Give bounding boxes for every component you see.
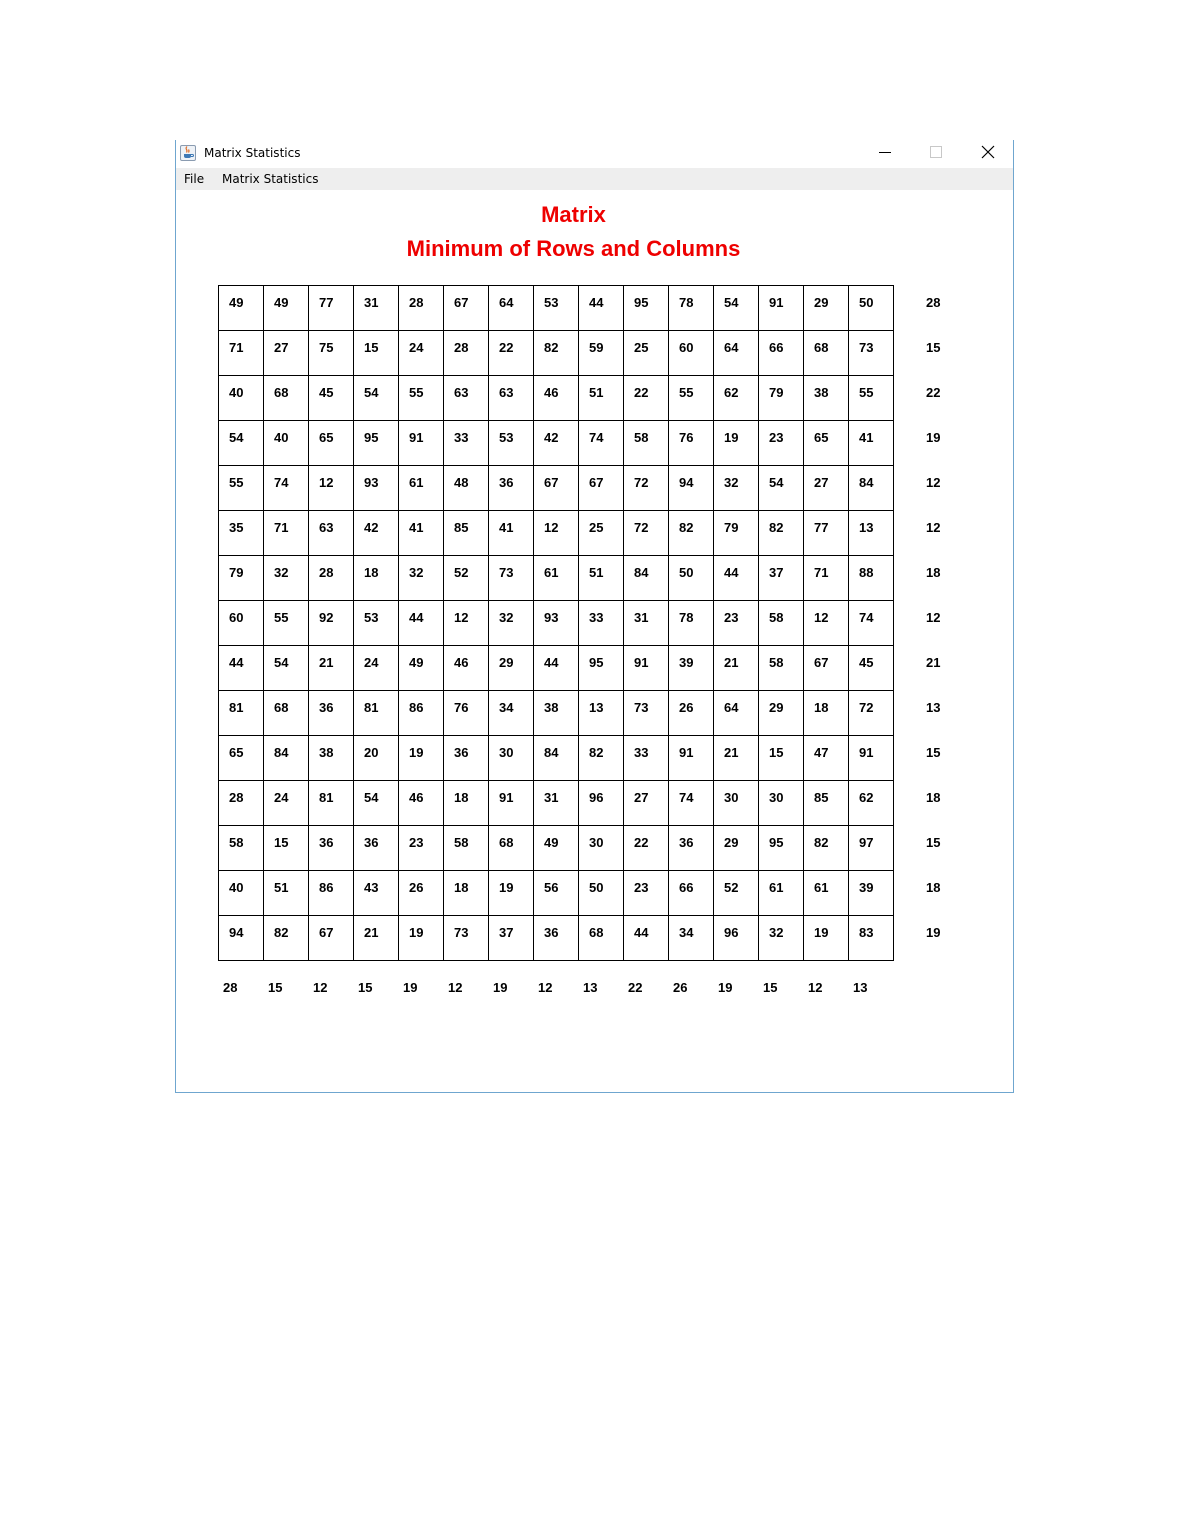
matrix-cell: 27: [804, 466, 849, 511]
matrix-cell: 79: [219, 556, 264, 601]
matrix-cell: 40: [264, 421, 309, 466]
matrix-cell: 71: [264, 511, 309, 556]
column-minimum: 13: [583, 980, 598, 995]
matrix-cell: 83: [849, 916, 894, 961]
matrix-cell: 19: [399, 736, 444, 781]
matrix-cell: 46: [444, 646, 489, 691]
matrix-cell: 22: [624, 826, 669, 871]
matrix-cell: 53: [354, 601, 399, 646]
matrix-cell: 30: [489, 736, 534, 781]
matrix-cell: 38: [534, 691, 579, 736]
matrix-cell: 44: [534, 646, 579, 691]
row-minimums: [926, 286, 966, 961]
menu-bar: [176, 168, 1013, 190]
matrix-cell: 54: [264, 646, 309, 691]
matrix-cell: 74: [579, 421, 624, 466]
matrix-cell: 55: [264, 601, 309, 646]
matrix-cell: 50: [849, 286, 894, 331]
matrix-cell: 59: [579, 331, 624, 376]
matrix-cell: 12: [534, 511, 579, 556]
matrix-cell: 49: [219, 286, 264, 331]
matrix-cell: 51: [264, 871, 309, 916]
drawing-panel: [176, 190, 1013, 1092]
matrix-cell: 86: [399, 691, 444, 736]
matrix-cell: 44: [399, 601, 444, 646]
matrix-cell: 54: [219, 421, 264, 466]
matrix-cell: 82: [579, 736, 624, 781]
matrix-cell: 74: [849, 601, 894, 646]
matrix-cell: 21: [714, 646, 759, 691]
matrix-cell: 73: [849, 331, 894, 376]
matrix-cell: 19: [399, 916, 444, 961]
matrix-cell: 25: [579, 511, 624, 556]
matrix-cell: 84: [849, 466, 894, 511]
matrix-cell: 23: [759, 421, 804, 466]
matrix-cell: 76: [669, 421, 714, 466]
column-minimum: 12: [448, 980, 463, 995]
matrix-cell: 18: [444, 871, 489, 916]
matrix-cell: 12: [309, 466, 354, 511]
matrix-cell: 71: [219, 331, 264, 376]
row-minimum: 12: [926, 520, 941, 535]
java-cup-icon: [180, 145, 196, 161]
matrix-cell: 19: [489, 871, 534, 916]
column-minimum: 12: [808, 980, 823, 995]
matrix-cell: 95: [579, 646, 624, 691]
matrix-cell: 54: [354, 781, 399, 826]
matrix-cell: 74: [264, 466, 309, 511]
column-minimum: 13: [853, 980, 868, 995]
matrix-cell: 79: [759, 376, 804, 421]
row-minimum: 13: [926, 700, 941, 715]
matrix-cell: 27: [624, 781, 669, 826]
matrix-cell: 58: [759, 601, 804, 646]
row-minimum: 18: [926, 880, 941, 895]
row-minimum: 22: [926, 385, 941, 400]
matrix-cell: 68: [489, 826, 534, 871]
matrix-cell: 73: [624, 691, 669, 736]
column-minimum: 15: [358, 980, 373, 995]
matrix-cell: 24: [354, 646, 399, 691]
matrix-cell: 30: [759, 781, 804, 826]
matrix-cell: 76: [444, 691, 489, 736]
matrix-cell: 61: [759, 871, 804, 916]
matrix-cell: 36: [354, 826, 399, 871]
row-minimum: 18: [926, 790, 941, 805]
matrix-cell: 92: [309, 601, 354, 646]
matrix-cell: 47: [804, 736, 849, 781]
matrix-cell: 13: [849, 511, 894, 556]
matrix-cell: 58: [219, 826, 264, 871]
matrix-cell: 31: [624, 601, 669, 646]
matrix-cell: 50: [579, 871, 624, 916]
matrix-cell: 55: [399, 376, 444, 421]
matrix-cell: 64: [714, 691, 759, 736]
matrix-cell: 24: [264, 781, 309, 826]
matrix-cell: 86: [309, 871, 354, 916]
matrix-cell: 21: [309, 646, 354, 691]
matrix-cell: 12: [444, 601, 489, 646]
matrix-cell: 29: [489, 646, 534, 691]
column-minimum: 28: [223, 980, 238, 995]
matrix-cell: 74: [669, 781, 714, 826]
matrix-cell: 37: [489, 916, 534, 961]
matrix-cell: 15: [354, 331, 399, 376]
matrix-cell: 45: [309, 376, 354, 421]
matrix-cell: 91: [759, 286, 804, 331]
matrix-cell: 78: [669, 286, 714, 331]
window-title: Matrix Statistics: [204, 146, 301, 160]
row-minimum: 19: [926, 430, 941, 445]
matrix-cell: 55: [219, 466, 264, 511]
matrix-cell: 31: [534, 781, 579, 826]
matrix-cell: 40: [219, 871, 264, 916]
row-minimum: 12: [926, 610, 941, 625]
matrix-cell: 95: [759, 826, 804, 871]
column-minimum: 12: [538, 980, 553, 995]
matrix-cell: 78: [669, 601, 714, 646]
row-minimum: 19: [926, 925, 941, 940]
matrix-cell: 18: [354, 556, 399, 601]
column-minimums: [223, 980, 898, 995]
matrix-cell: 52: [714, 871, 759, 916]
matrix-cell: 23: [399, 826, 444, 871]
matrix-cell: 30: [579, 826, 624, 871]
matrix-cell: 95: [354, 421, 399, 466]
matrix-cell: 18: [804, 691, 849, 736]
matrix-cell: 36: [534, 916, 579, 961]
matrix-cell: 44: [579, 286, 624, 331]
matrix-cell: 54: [759, 466, 804, 511]
matrix-cell: 41: [399, 511, 444, 556]
matrix-cell: 82: [759, 511, 804, 556]
matrix-cell: 29: [714, 826, 759, 871]
matrix-cell: 32: [759, 916, 804, 961]
matrix-cell: 56: [534, 871, 579, 916]
matrix-cell: 41: [849, 421, 894, 466]
matrix-cell: 36: [669, 826, 714, 871]
matrix-cell: 64: [714, 331, 759, 376]
matrix-cell: 71: [804, 556, 849, 601]
matrix-cell: 41: [489, 511, 534, 556]
matrix-cell: 49: [534, 826, 579, 871]
matrix-cell: 91: [624, 646, 669, 691]
column-minimum: 15: [763, 980, 778, 995]
matrix-cell: 25: [624, 331, 669, 376]
matrix-cell: 28: [399, 286, 444, 331]
matrix-cell: 67: [309, 916, 354, 961]
matrix-cell: 77: [309, 286, 354, 331]
matrix-cell: 91: [399, 421, 444, 466]
matrix-cell: 30: [714, 781, 759, 826]
matrix-cell: 82: [264, 916, 309, 961]
page-title: Matrix: [541, 202, 606, 227]
matrix-cell: 97: [849, 826, 894, 871]
matrix-cell: 85: [804, 781, 849, 826]
matrix-cell: 81: [219, 691, 264, 736]
matrix-cell: 67: [534, 466, 579, 511]
matrix-cell: 84: [264, 736, 309, 781]
matrix-cell: 15: [759, 736, 804, 781]
matrix-cell: 60: [219, 601, 264, 646]
matrix-cell: 51: [579, 556, 624, 601]
matrix-cell: 94: [669, 466, 714, 511]
matrix-cell: 84: [534, 736, 579, 781]
matrix-cell: 64: [489, 286, 534, 331]
column-minimum: 15: [268, 980, 283, 995]
close-icon: [981, 145, 995, 164]
matrix-cell: 36: [444, 736, 489, 781]
matrix-cell: 66: [669, 871, 714, 916]
matrix-cell: 75: [309, 331, 354, 376]
matrix-cell: 20: [354, 736, 399, 781]
matrix-cell: 63: [444, 376, 489, 421]
matrix-cell: 21: [714, 736, 759, 781]
matrix-cell: 28: [309, 556, 354, 601]
matrix-cell: 39: [669, 646, 714, 691]
matrix-cell: 81: [354, 691, 399, 736]
row-minimum: 15: [926, 835, 941, 850]
matrix-cell: 32: [264, 556, 309, 601]
matrix-cell: 62: [714, 376, 759, 421]
matrix-cell: 22: [489, 331, 534, 376]
matrix-cell: 65: [309, 421, 354, 466]
matrix-cell: 54: [714, 286, 759, 331]
matrix-cell: 63: [489, 376, 534, 421]
matrix-cell: 38: [309, 736, 354, 781]
matrix-cell: 23: [714, 601, 759, 646]
matrix-cell: 72: [849, 691, 894, 736]
row-minimum: 21: [926, 655, 941, 670]
matrix-cell: 34: [669, 916, 714, 961]
row-minimum: 15: [926, 745, 941, 760]
matrix-cell: 21: [354, 916, 399, 961]
minimize-button[interactable]: [862, 140, 908, 168]
matrix-cell: 81: [309, 781, 354, 826]
matrix-cell: 42: [354, 511, 399, 556]
matrix-cell: 61: [804, 871, 849, 916]
matrix-cell: 61: [399, 466, 444, 511]
matrix-cell: 67: [444, 286, 489, 331]
matrix-cell: 88: [849, 556, 894, 601]
matrix-cell: 73: [489, 556, 534, 601]
matrix-cell: 91: [489, 781, 534, 826]
matrix-cell: 67: [579, 466, 624, 511]
page-subtitle: Minimum of Rows and Columns: [406, 236, 741, 261]
matrix-cell: 36: [309, 826, 354, 871]
matrix-cell: 54: [354, 376, 399, 421]
matrix-cell: 23: [624, 871, 669, 916]
column-minimum: 19: [493, 980, 508, 995]
matrix-cell: 46: [534, 376, 579, 421]
matrix-cell: 91: [669, 736, 714, 781]
matrix-cell: 51: [579, 376, 624, 421]
matrix-cell: 53: [534, 286, 579, 331]
row-minimum: 15: [926, 340, 941, 355]
title-bar[interactable]: [176, 140, 1013, 168]
column-minimum: 19: [403, 980, 418, 995]
matrix-cell: 32: [714, 466, 759, 511]
matrix-cell: 43: [354, 871, 399, 916]
matrix-cell: 35: [219, 511, 264, 556]
matrix-cell: 68: [804, 331, 849, 376]
matrix-cell: 66: [759, 331, 804, 376]
matrix-cell: 52: [444, 556, 489, 601]
matrix-cell: 33: [579, 601, 624, 646]
matrix-cell: 49: [264, 286, 309, 331]
matrix-cell: 29: [804, 286, 849, 331]
matrix-cell: 28: [219, 781, 264, 826]
matrix-cell: 53: [489, 421, 534, 466]
matrix-cell: 77: [804, 511, 849, 556]
matrix-cell: 62: [849, 781, 894, 826]
matrix-cell: 46: [399, 781, 444, 826]
matrix-cell: 58: [444, 826, 489, 871]
matrix-cell: 28: [444, 331, 489, 376]
matrix-cell: 33: [444, 421, 489, 466]
matrix-cell: 85: [444, 511, 489, 556]
matrix-cell: 68: [264, 376, 309, 421]
column-minimum: 19: [718, 980, 733, 995]
matrix-cell: 82: [804, 826, 849, 871]
matrix-cell: 37: [759, 556, 804, 601]
matrix-cell: 32: [489, 601, 534, 646]
matrix-cell: 82: [669, 511, 714, 556]
matrix-cell: 61: [534, 556, 579, 601]
matrix-cell: 13: [579, 691, 624, 736]
matrix-cell: 50: [669, 556, 714, 601]
matrix-cell: 55: [669, 376, 714, 421]
matrix-cell: 72: [624, 466, 669, 511]
matrix-cell: 68: [579, 916, 624, 961]
matrix-cell: 15: [264, 826, 309, 871]
menu-matrix-statistics[interactable]: Matrix Statistics: [222, 172, 319, 186]
matrix-cell: 31: [354, 286, 399, 331]
matrix-cell: 72: [624, 511, 669, 556]
menu-file[interactable]: File: [184, 172, 205, 186]
matrix-cell: 67: [804, 646, 849, 691]
matrix-cell: 93: [534, 601, 579, 646]
matrix-cell: 93: [354, 466, 399, 511]
matrix-cell: 40: [219, 376, 264, 421]
matrix-cell: 91: [849, 736, 894, 781]
matrix-cell: 36: [489, 466, 534, 511]
matrix-cell: 39: [849, 871, 894, 916]
matrix-cell: 63: [309, 511, 354, 556]
matrix-cell: 84: [624, 556, 669, 601]
matrix-cell: 33: [624, 736, 669, 781]
matrix-cell: 58: [759, 646, 804, 691]
matrix-cell: 36: [309, 691, 354, 736]
matrix-cell: 94: [219, 916, 264, 961]
row-minimum: 12: [926, 475, 941, 490]
matrix-cell: 42: [534, 421, 579, 466]
matrix-cell: 32: [399, 556, 444, 601]
matrix-cell: 68: [264, 691, 309, 736]
matrix-cell: 55: [849, 376, 894, 421]
column-minimum: 12: [313, 980, 328, 995]
matrix-cell: 26: [669, 691, 714, 736]
close-button[interactable]: [965, 140, 1011, 168]
row-minimum: 28: [926, 295, 941, 310]
matrix-cell: 27: [264, 331, 309, 376]
matrix-cell: 18: [444, 781, 489, 826]
matrix-cell: 44: [624, 916, 669, 961]
matrix-cell: 34: [489, 691, 534, 736]
matrix-cell: 49: [399, 646, 444, 691]
matrix-cell: 82: [534, 331, 579, 376]
matrix-cell: 65: [219, 736, 264, 781]
matrix-cell: 73: [444, 916, 489, 961]
matrix-cell: 79: [714, 511, 759, 556]
matrix-cell: 95: [624, 286, 669, 331]
matrix-cell: 19: [714, 421, 759, 466]
column-minimum: 22: [628, 980, 643, 995]
matrix-cell: 45: [849, 646, 894, 691]
matrix-grid: [218, 285, 894, 961]
matrix-cell: 58: [624, 421, 669, 466]
matrix-cell: 60: [669, 331, 714, 376]
column-minimum: 26: [673, 980, 688, 995]
matrix-cell: 96: [714, 916, 759, 961]
matrix-cell: 12: [804, 601, 849, 646]
minimize-icon: [879, 145, 891, 163]
matrix-cell: 19: [804, 916, 849, 961]
matrix-cell: 22: [624, 376, 669, 421]
matrix-statistics-window: [175, 140, 1014, 1093]
matrix-cell: 24: [399, 331, 444, 376]
matrix-cell: 48: [444, 466, 489, 511]
row-minimum: 18: [926, 565, 941, 580]
matrix-cell: 29: [759, 691, 804, 736]
maximize-icon: [930, 145, 942, 163]
matrix-cell: 38: [804, 376, 849, 421]
matrix-cell: 96: [579, 781, 624, 826]
matrix-cell: 44: [714, 556, 759, 601]
matrix-cell: 65: [804, 421, 849, 466]
matrix-cell: 26: [399, 871, 444, 916]
matrix-cell: 44: [219, 646, 264, 691]
maximize-button[interactable]: [913, 140, 959, 168]
